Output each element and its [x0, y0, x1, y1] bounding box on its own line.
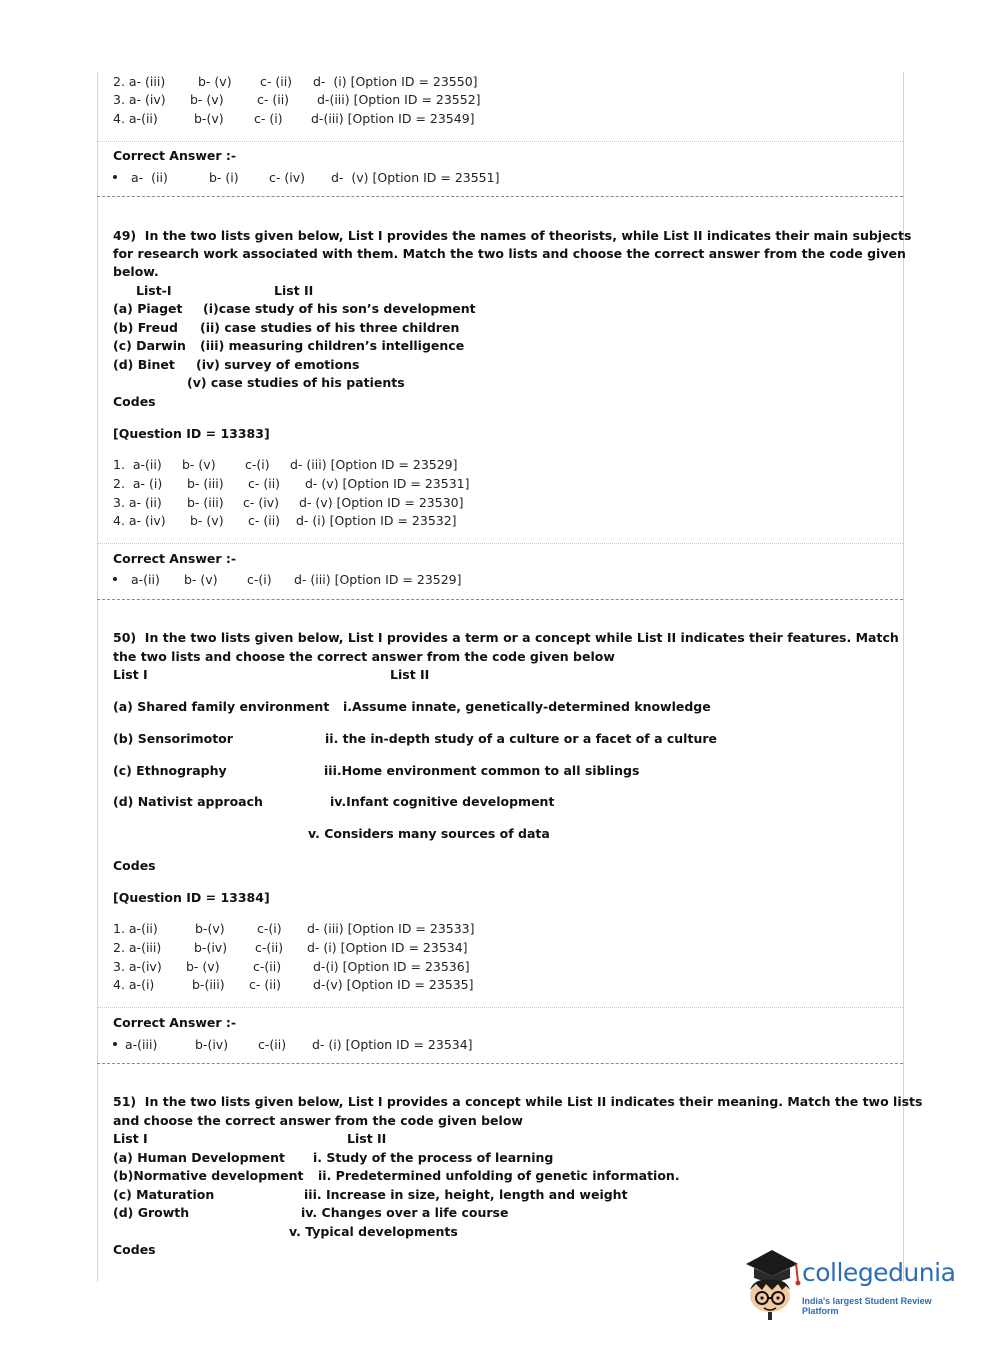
codes-label: Codes [113, 858, 156, 873]
correct-answer: a-(ii) [113, 571, 160, 589]
list2-heading: List II [274, 283, 314, 298]
option-text: d-(iii) [Option ID = 23552] [317, 92, 481, 107]
list2-item: v. Considers many sources of data [308, 826, 550, 841]
question-stem: 51) In the two lists given below, List I provides a concept while List II indicates their meaning. Match the two lists [113, 1094, 923, 1109]
option-text: d- (v) [Option ID = 23531] [305, 476, 470, 491]
option-text: c- (ii) [257, 92, 290, 107]
option-text: d- (i) [Option ID = 23534] [307, 940, 468, 955]
correct-answer-label: Correct Answer :- [113, 1015, 237, 1030]
list1-item: (c) Ethnography [113, 763, 227, 778]
option-text: d- (i) [Option ID = 23532] [296, 513, 457, 528]
page-border-left [97, 72, 98, 1282]
option-text: b- (iii) [187, 495, 224, 510]
list2-item: ii. the in-depth study of a culture or a facet of a culture [325, 731, 717, 746]
option-text: d-(v) [Option ID = 23535] [313, 977, 474, 992]
list1-item: (b)Normative development [113, 1168, 304, 1183]
question-separator [97, 196, 903, 197]
option-text: b-(v) [194, 111, 224, 126]
correct-answer: a-(iii) [113, 1036, 157, 1054]
option-text: d-(iii) [Option ID = 23549] [311, 111, 475, 126]
list2-item: i. Study of the process of learning [313, 1150, 554, 1165]
correct-answer-part: d- (v) [Option ID = 23551] [331, 170, 500, 185]
correct-answer-part: b- (v) [184, 572, 218, 587]
list1-item: (b) Freud [113, 320, 178, 335]
divider [97, 1007, 903, 1008]
list2-item: (i)case study of his son’s development [203, 301, 476, 316]
codes-label: Codes [113, 394, 156, 409]
list1-item: (d) Binet [113, 357, 175, 372]
list2-item: iv.Infant cognitive development [330, 794, 555, 809]
list1-heading: List I [113, 667, 148, 682]
correct-answer-part: b-(iv) [195, 1037, 229, 1052]
correct-answer-part: c- (iv) [269, 170, 305, 185]
collegedunia-logo[interactable] [740, 1248, 970, 1320]
option-text: c-(i) [245, 457, 270, 472]
question-stem: and choose the correct answer from the code given below [113, 1113, 523, 1128]
list2-item: (iii) measuring children’s intelligence [200, 338, 465, 353]
option-text: 2. a- (iii) [113, 74, 166, 89]
list1-item: (c) Darwin [113, 338, 186, 353]
correct-answer-part: d- (i) [Option ID = 23534] [312, 1037, 473, 1052]
option-text: 4. a- (iv) [113, 513, 166, 528]
list1-heading: List I [113, 1131, 148, 1146]
mascot-icon [740, 1248, 802, 1320]
option-text: 3. a-(iv) [113, 959, 162, 974]
option-text: c- (iv) [243, 495, 279, 510]
option-text: b- (v) [182, 457, 216, 472]
list1-item: (c) Maturation [113, 1187, 215, 1202]
option-text: c-(i) [257, 921, 282, 936]
option-text: b- (v) [190, 92, 224, 107]
question-stem: for research work associated with them. Match the two lists and choose the correct answer from the code given [113, 246, 906, 261]
option-text: b- (v) [198, 74, 232, 89]
question-stem: the two lists and choose the correct answer from the code given below [113, 649, 615, 664]
divider [97, 543, 903, 544]
correct-answer: a- (ii) [113, 169, 168, 187]
list1-item: (a) Piaget [113, 301, 183, 316]
option-text: 4. a-(ii) [113, 111, 158, 126]
bullet-icon [113, 1042, 117, 1046]
option-text: d- (iii) [Option ID = 23529] [290, 457, 458, 472]
option-text: b- (iii) [187, 476, 224, 491]
question-stem: below. [113, 264, 159, 279]
divider [97, 141, 903, 142]
option-text: c- (ii) [248, 513, 281, 528]
question-id: [Question ID = 13383] [113, 426, 270, 441]
list2-item: ii. Predetermined unfolding of genetic information. [318, 1168, 680, 1183]
option-text: d-(i) [Option ID = 23536] [313, 959, 470, 974]
option-text: c-(ii) [255, 940, 284, 955]
list2-heading: List II [347, 1131, 387, 1146]
option-text: b- (v) [186, 959, 220, 974]
correct-answer-label: Correct Answer :- [113, 551, 237, 566]
list2-item: iii.Home environment common to all siblings [324, 763, 640, 778]
option-text: b-(iii) [192, 977, 225, 992]
question-separator [97, 599, 903, 600]
option-text: 3. a- (ii) [113, 495, 162, 510]
list1-item: (d) Growth [113, 1205, 190, 1220]
option-text: d- (i) [Option ID = 23550] [313, 74, 478, 89]
option-text: b- (v) [190, 513, 224, 528]
list1-heading: List-I [136, 283, 172, 298]
option-text: 1. a-(ii) [113, 457, 162, 472]
option-text: 3. a- (iv) [113, 92, 166, 107]
question-separator [97, 1063, 903, 1064]
option-text: c-(ii) [253, 959, 282, 974]
option-text: 2. a- (i) [113, 476, 163, 491]
question-stem: 49) In the two lists given below, List I provides the names of theorists, while List II indicates their main subjects [113, 228, 912, 243]
option-text: 2. a-(iii) [113, 940, 162, 955]
option-text: c- (ii) [260, 74, 293, 89]
option-text: 1. a-(ii) [113, 921, 158, 936]
correct-answer-part: b- (i) [209, 170, 239, 185]
correct-answer-label: Correct Answer :- [113, 148, 237, 163]
list2-item: (v) case studies of his patients [187, 375, 405, 390]
list2-item: v. Typical developments [289, 1224, 458, 1239]
list2-heading: List II [390, 667, 430, 682]
list2-item: iii. Increase in size, height, length and weight [304, 1187, 628, 1202]
option-text: c- (i) [254, 111, 283, 126]
bullet-icon [113, 577, 117, 581]
correct-answer-part: c-(ii) [258, 1037, 287, 1052]
option-text: 4. a-(i) [113, 977, 155, 992]
option-text: b-(v) [195, 921, 225, 936]
list2-item: (ii) case studies of his three children [200, 320, 460, 335]
option-text: c- (ii) [249, 977, 282, 992]
bullet-icon [113, 175, 117, 179]
option-text: c- (ii) [248, 476, 281, 491]
option-text: b-(iv) [194, 940, 228, 955]
list2-item: iv. Changes over a life course [301, 1205, 509, 1220]
list1-item: (a) Human Development [113, 1150, 285, 1165]
list2-item: i.Assume innate, genetically-determined knowledge [343, 699, 711, 714]
correct-answer-part: d- (iii) [Option ID = 23529] [294, 572, 462, 587]
list2-item: (iv) survey of emotions [196, 357, 360, 372]
codes-label: Codes [113, 1242, 156, 1257]
question-stem: 50) In the two lists given below, List I provides a term or a concept while List II indicates their features. Match [113, 630, 899, 645]
question-id: [Question ID = 13384] [113, 890, 270, 905]
logo-wordmark: collegedunia [802, 1258, 956, 1287]
list1-item: (b) Sensorimotor [113, 731, 233, 746]
list1-item: (a) Shared family environment [113, 699, 330, 714]
option-text: d- (iii) [Option ID = 23533] [307, 921, 475, 936]
list1-item: (d) Nativist approach [113, 794, 263, 809]
logo-tagline: India's largest Student Review Platform [802, 1296, 932, 1316]
correct-answer-part: c-(i) [247, 572, 272, 587]
option-text: d- (v) [Option ID = 23530] [299, 495, 464, 510]
